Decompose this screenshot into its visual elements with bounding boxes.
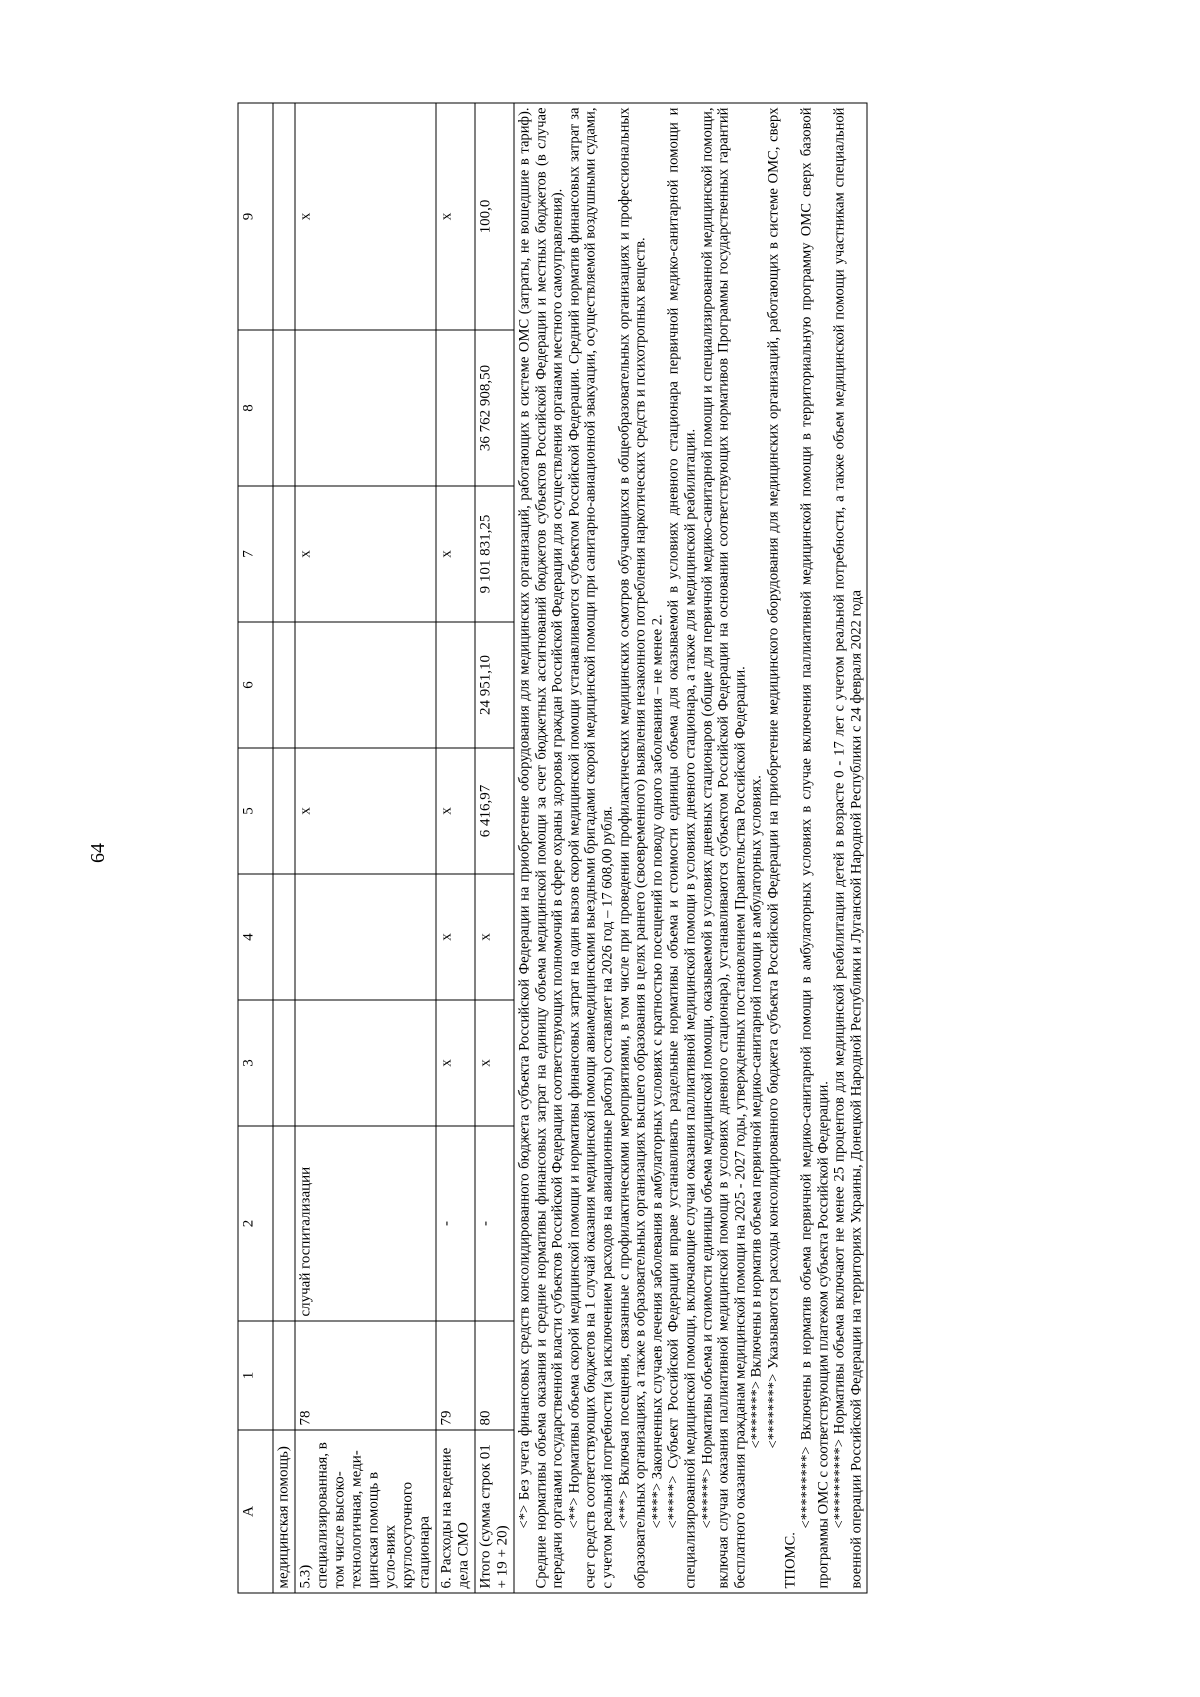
table-cell: х xyxy=(475,1000,514,1126)
rotated-page-content xyxy=(238,104,1113,1594)
row-code: 78 xyxy=(295,1321,436,1430)
table-cell: х xyxy=(436,486,475,622)
footnote: <**> Нормативы объема скорой медицинской помощи и нормативы финансовых затрат на один вызов скорой медицинской помощи устанавливаются субъектом Российской Федерации. Средний норматив финансовых затрат за счет средств соответствующих бюджетов на 1 случай оказания медицинской помощи авиамедицинскими выездными бригадами скорой медицинской помощи при санитарно-авиационной эвакуации, осуществляемой воздушными судами, с учетом реальной потребности (за исключением расходов на авиационные работы) составляет на 2026 год – 17 608,00 рубля. xyxy=(566,107,616,1589)
row-code: 80 xyxy=(475,1321,514,1430)
unit-cell: - xyxy=(475,1126,514,1321)
header-cell: 2 xyxy=(238,1126,273,1321)
footnote: <***> Включая посещения, связанные с профилактическими мероприятиями, в том числе при проведении профилактических медицинских осмотров обучающихся в общеобразовательных организациях и профессиональных образовательных организациях, а также в образовательных организациях высшего образования в целях раннего (своевременного) выявления незаконного потребления наркотических средств и психотропных веществ. xyxy=(616,107,649,1589)
row-label: медицинская помощь) xyxy=(273,1430,295,1593)
header-cell: А xyxy=(238,1430,273,1593)
header-cell: 6 xyxy=(238,622,273,748)
table-cell: х xyxy=(295,748,436,874)
table-cell: 9 101 831,25 xyxy=(475,486,514,622)
table-row xyxy=(436,103,475,1593)
footnote: <*********> Включены в норматив объема первичной медико-санитарной помощи в амбулаторных условиях в случае включения паллиативной медицинской помощи в территориальную программу ОМС сверх базовой программы ОМС с соответствующим платежом субъекта Российской Федерации. xyxy=(798,107,832,1589)
row-label: 5.3) специализированная, в том числе высоко-технологичная, меди-цинская помощь в усло-виях круглосуточного стационара xyxy=(295,1430,436,1593)
table-cell xyxy=(273,486,295,622)
table-cell xyxy=(273,748,295,874)
table-cell: х xyxy=(475,874,514,1000)
table-cell xyxy=(295,622,436,748)
table-cell: 100,0 xyxy=(475,103,514,330)
table-cell xyxy=(273,1126,295,1321)
footnotes-row xyxy=(514,103,867,1593)
table-cell: х xyxy=(295,103,436,330)
footnote: <********> Указываются расходы консолидированного бюджета субъекта Российской Федерации на приобретение медицинского оборудования для медицинских организаций, работающих в системе ОМС, сверх ТПОМС. xyxy=(765,107,798,1589)
table-cell xyxy=(436,622,475,748)
header-cell: 4 xyxy=(238,874,273,1000)
header-cell: 3 xyxy=(238,1000,273,1126)
footnote: <*****> Субъект Российской Федерации вправе устанавливать раздельные нормативы объема и стоимости единицы объема для оказываемой в условиях дневного стационара первичной медико-санитарной помощи и специализированной медицинской помощи, включающие случаи оказания паллиативной медицинской помощи в условиях дневного стационара, а также для медицинской реабилитации. xyxy=(665,107,699,1589)
header-cell: 8 xyxy=(238,330,273,486)
table-cell xyxy=(295,874,436,1000)
header-cell: 9 xyxy=(238,103,273,330)
header-cell: 5 xyxy=(238,748,273,874)
footnote: <*> Без учета финансовых средств консолидированного бюджета субъекта Российской Федерации на приобретение оборудования для медицинских организаций, работающих в системе ОМС (затраты, не вошедшие в тариф). Средние нормативы объема оказания и средние нормативы финансовых затрат на единицу объема медицинской помощи за счет бюджетных ассигнований бюджетов субъектов Российской Федерации и местных бюджетов (в случае передачи органами государственной власти субъектов Российской Федерации соответствующих полномочий в сфере охраны здоровья граждан Российской Федерации для осуществления органами местного самоуправления). xyxy=(516,107,566,1589)
table-header-row xyxy=(238,103,273,1593)
table-cell xyxy=(295,1000,436,1126)
table-cell: х xyxy=(436,1000,475,1126)
table-row xyxy=(295,103,436,1593)
header-cell: 7 xyxy=(238,486,273,622)
row-label: 6. Расходы на ведение дела СМО xyxy=(436,1430,475,1593)
table-cell xyxy=(273,330,295,486)
table-cell: 6 416,97 xyxy=(475,748,514,874)
header-cell: 1 xyxy=(238,1321,273,1430)
table-cell xyxy=(273,103,295,330)
page-number: 64 xyxy=(87,843,109,863)
unit-cell: случай госпитализации xyxy=(295,1126,436,1321)
unit-cell: - xyxy=(436,1126,475,1321)
table-cell xyxy=(436,330,475,486)
table-cell: х xyxy=(295,486,436,622)
table-cell: х xyxy=(436,748,475,874)
table-cell xyxy=(273,874,295,1000)
table-cell xyxy=(273,622,295,748)
row-label: Итого (сумма строк 01 + 19 + 20) xyxy=(475,1430,514,1593)
footnotes xyxy=(514,103,867,1593)
footnote: <****> Законченных случаев лечения заболевания в амбулаторных условиях с кратностью посещений по поводу одного заболевания – не менее 2. xyxy=(649,614,666,1529)
table-cell: 36 762 908,50 xyxy=(475,330,514,486)
table-cell xyxy=(295,330,436,486)
table-row xyxy=(273,103,295,1593)
table-cell: х xyxy=(436,874,475,1000)
table-cell xyxy=(273,1000,295,1126)
row-code: 79 xyxy=(436,1321,475,1430)
footnote: <******> Нормативы объема и стоимости единицы объема медицинской помощи, оказываемой в условиях дневных стационаров (общие для первичной медико-санитарной помощи и специализированной медицинской помощи, включая случаи оказания паллиативной медицинской помощи в условиях дневного стационара), устанавливаются субъектом Российской Федерации на основании соответствующих нормативов Программы государственных гарантий бесплатного оказания гражданам медицинской помощи на 2025 - 2027 годы, утвержденных постановлением Правительства Российской Федерации. xyxy=(699,107,749,1589)
table-row-total xyxy=(475,103,514,1593)
footnote: <**********> Нормативы объема включают не менее 25 процентов для медицинской реабилитации детей в возрасте 0 - 17 лет с учетом реальной потребности, а также объем медицинской помощи участникам специальной военной операции Российской Федерации на территориях Украины, Донецкой Народной Республики и Луганской Народной Республики с 24 февраля 2022 года xyxy=(831,107,865,1589)
financing-table xyxy=(238,103,868,1594)
table-cell: 24 951,10 xyxy=(475,622,514,748)
table-cell xyxy=(273,1321,295,1430)
table-cell: х xyxy=(436,103,475,330)
footnote: <*******> Включены в норматив объема первичной медико-санитарной помощи в амбулаторных условиях. xyxy=(748,775,765,1449)
